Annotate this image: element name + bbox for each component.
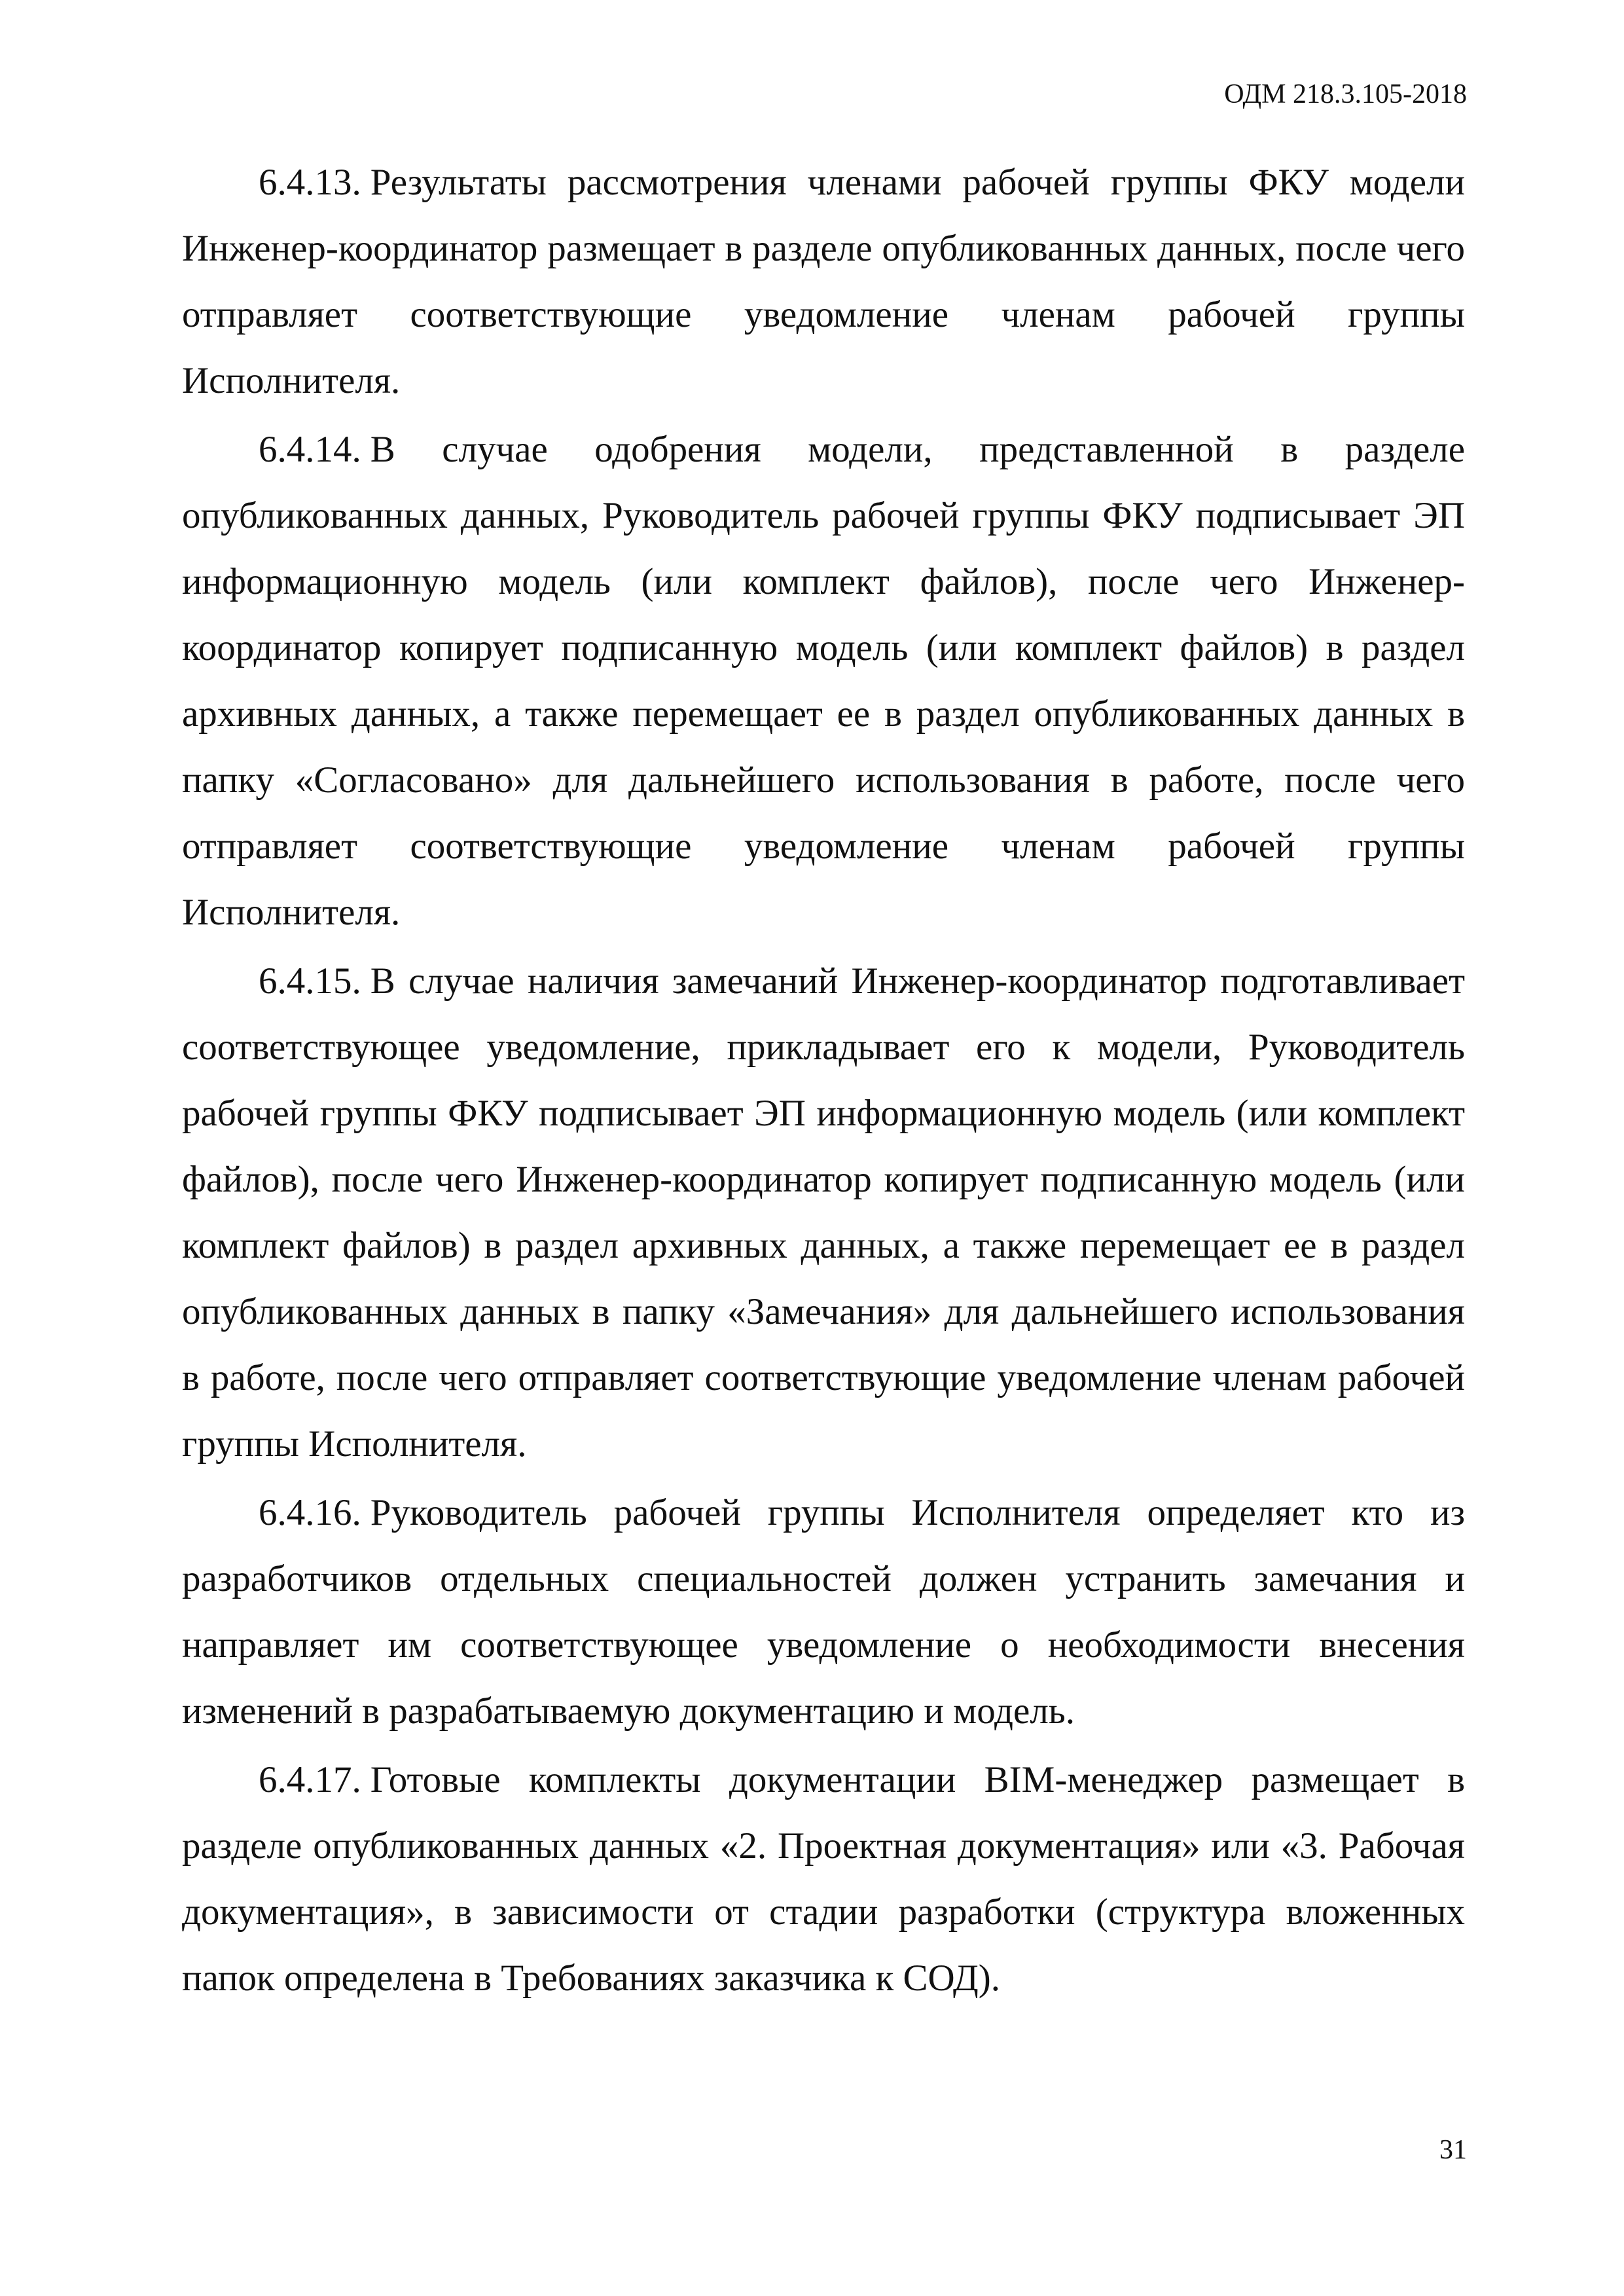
paragraph-number: 6.4.16.: [259, 1492, 361, 1533]
paragraph-number: 6.4.17.: [259, 1759, 361, 1800]
paragraph-6-4-16: [182, 1480, 1465, 1744]
paragraph-number: 6.4.15.: [259, 960, 361, 1002]
paragraph-6-4-14: [182, 416, 1465, 945]
paragraph-6-4-17: [182, 1747, 1465, 2011]
paragraph-text: Результаты рассмотрения членами рабочей группы ФКУ модели Инженер-координатор размещает в разделе опубликованных данных, после чего отправляет соответствующие уведомление членам рабочей группы Исполнителя.: [182, 162, 1465, 401]
paragraph-text: Готовые комплекты документации BIM-менеджер размещает в разделе опубликованных данных «2. Проектная документация» или «3. Рабочая документация», в зависимости от стадии разработки (структура вложенных папок определена в Требованиях заказчика к СОД).: [182, 1759, 1465, 1999]
paragraph-6-4-15: [182, 948, 1465, 1477]
paragraph-number: 6.4.13.: [259, 162, 361, 203]
document-code-header: ОДМ 218.3.105-2018: [1224, 79, 1467, 109]
paragraph-number: 6.4.14.: [259, 429, 361, 470]
page-number: 31: [1439, 2135, 1467, 2165]
paragraph-6-4-13: [182, 149, 1465, 414]
paragraph-text: В случае одобрения модели, представленной в разделе опубликованных данных, Руководитель рабочей группы ФКУ подписывает ЭП информационную модель (или комплект файлов), после чего Инженер-координатор копирует подписанную модель (или комплект файлов) в раздел архивных данных, а также перемещает ее в раздел опубликованных данных в папку «Согласовано» для дальнейшего использования в работе, после чего отправляет соответствующие уведомление членам рабочей группы Исполнителя.: [182, 429, 1465, 933]
paragraph-text: В случае наличия замечаний Инженер-координатор подготавливает соответствующее уведомление, прикладывает его к модели, Руководитель рабочей группы ФКУ подписывает ЭП информационную модель (или комплект файлов), после чего Инженер-координатор копирует подписанную модель (или комплект файлов) в раздел архивных данных, а также перемещает ее в раздел опубликованных данных в папку «Замечания» для дальнейшего использования в работе, после чего отправляет соответствующие уведомление членам рабочей группы Исполнителя.: [182, 960, 1465, 1465]
document-body: [182, 149, 1465, 2014]
paragraph-text: Руководитель рабочей группы Исполнителя определяет кто из разработчиков отдельных специальностей должен устранить замечания и направляет им соответствующее уведомление о необходимости внесения изменений в разрабатываемую документацию и модель.: [182, 1492, 1465, 1732]
